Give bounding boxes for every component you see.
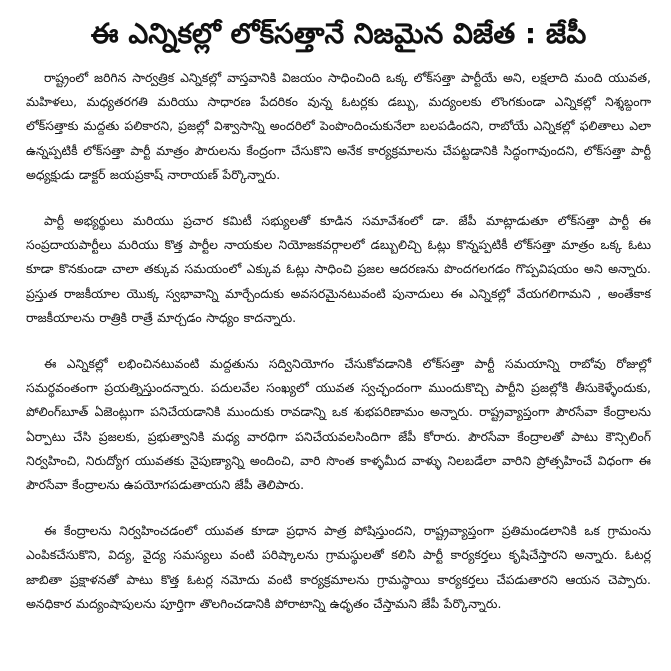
article-paragraph-3: ఈ ఎన్నికల్లో లభించినటువంటి మద్దతును సద్వినియోగం చేసుకోవడానికి లోక్‌సత్తా పార్టీ సమయాన్ని రాబోవు రోజుల్లో సమర్థవంతంగా ప్రయత్నిస్తుందన్నారు. పదులవేల సంఖ్యలో యువత స్వచ్ఛందంగా ముందుకొచ్చి పార్టీని ప్రజల్లోకి తీసుకెళ్ళేందుకు, పోలింగ్‌బూత్ ఏజెంట్లుగా పనిచేయడానికి ముందుకు రావడాన్ని ఒక శుభపరిణామం అన్నారు. రాష్ట్రవ్యాప్తంగా పౌరసేవా కేంద్రాలను ఏర్పాటు చేసి ప్రజలకు, ప్రభుత్వానికి మధ్య వారధిగా పనిచేయవలసిందిగా జేపీ కోరారు. పౌరసేవా కేంద్రాలతో పాటు కౌన్సిలింగ్ నిర్వహించి, నిరుద్యోగ యువతకు నైపుణ్యాన్ని అందించి, వారి సొంత కాళ్ళమీద వాళ్ళు నిలబడేలా వారిని ప్రోత్సహించే విధంగా ఈ పౌరసేవా కేంద్రాలను ఉపయోగపడుతాయని జేపీ తెలిపారు. <box>26 356 651 493</box>
article-paragraph-2: పార్టీ అభ్యర్థులు మరియు ప్రచార కమిటీ సభ్యులతో కూడిన సమావేశంలో డా. జేపీ మాట్లాడుతూ లోక్‌సత్తా పార్టీ ఈ సంప్రదాయపార్టీలు మరియు కొత్త పార్టీల నాయకుల నియోజకవర్గాలలో డబ్బులిచ్చి ఓట్లు కొన్నప్పటికీ లోక్‌సత్తా మాత్రం ఒక్క ఓటు కూడా కొనకుండా చాలా తక్కువ సమయంలో ఎక్కువ ఓట్లు సాధించి ప్రజల ఆదరణను పొందగలగడం గొప్పవిషయం అని అన్నారు. ప్రస్తుత రాజకీయాల యొక్క స్వభావాన్ని మార్చేందుకు అవసరమైనటువంటి పునాదులు ఈ ఎన్నికల్లో వేయగలిగామని , అంతేకాక రాజకీయాలను రాత్రికి రాత్రే మార్చడం సాధ్యం కాదన్నారు. <box>26 213 651 325</box>
article-body <box>26 66 651 616</box>
article-paragraph-1: రాష్ట్రంలో జరిగిన సార్వత్రిక ఎన్నికల్లో వాస్తవానికి విజయం సాధించింది ఒక్క లోక్‌సత్తా పార్టీయే అని, లక్షలాది మంది యువత, మహిళలు, మధ్యతరగతి మరియు సాధారణ పేదరికం వున్న ఓటర్లకు డబ్బు, మద్యంలకు లొంగకుండా ఎన్నికల్లో నిశ్శబ్దంగా లోక్‌సత్తాకు మద్దతు పలికారని, ప్రజల్లో విశ్వాసాన్ని అందరిలో పెంపొందించుకునేలా బలపడిందని, రాబోయే ఎన్నికల్లో ఫలితాలు ఎలా ఉన్నప్పటికీ లోక్‌సత్తా పార్టీ మాత్రం పౌరులను కేంద్రంగా చేసుకొని అనేక కార్యక్రమాలను చేపట్టడానికి సిద్ధంగావుందని, లోక్‌సత్తా పార్టీ అధ్యక్షుడు డాక్టర్ జయప్రకాష్ నారాయణ్ పేర్కొన్నారు. <box>26 70 651 182</box>
article-headline: ఈ ఎన్నికల్లో లోక్‌సత్తానే నిజమైన విజేత : జేపీ <box>90 17 587 50</box>
article-paragraph-4: ఈ కేంద్రాలను నిర్వహించడంలో యువత కూడా ప్రధాన పాత్ర పోషిస్తుందని, రాష్ట్రవ్యాప్తంగా ప్రతిమండలానికి ఒక గ్రామంను ఎంపికచేసుకొని, విద్య, వైద్య సమస్యలు వంటి పరిష్కాలను గ్రామస్థులతో కలిసి పార్టీ కార్యకర్తలు కృషిచేస్తారని అన్నారు. ఓటర్ల జాబితా ప్రక్షాళనతో పాటు కొత్త ఓటర్ల నమోదు వంటి కార్యక్రమాలను గ్రామస్థాయి కార్యకర్తలు చేపడుతారని ఆయన చెప్పారు. అనధికార మద్యంషాపులను పూర్తిగా తొలగించడానికి పోరాటాన్ని ఉధృతం చేస్తామని జేపీ పేర్కొన్నారు. <box>26 523 651 611</box>
